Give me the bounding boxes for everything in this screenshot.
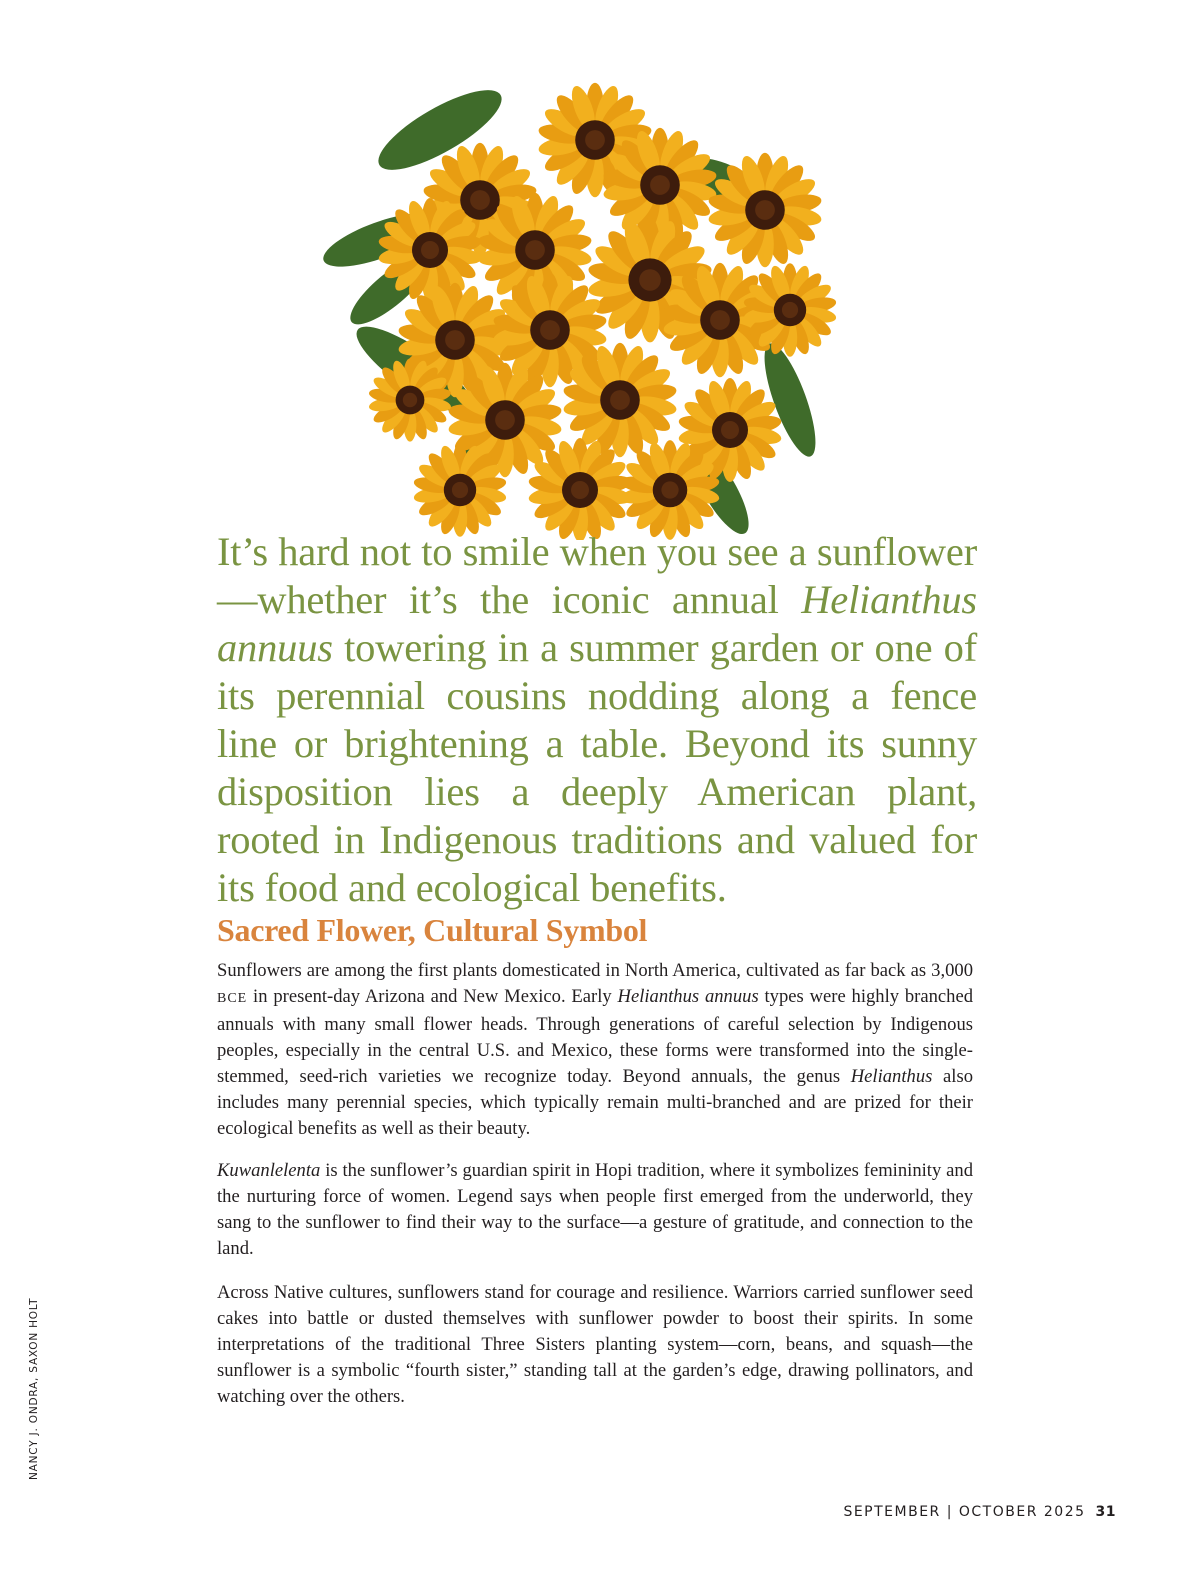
intro-deck: It’s hard not to smile when you see a sunflower—whether it’s the iconic annual Helianthus annuus towering in a summer garden or one of its perennial cousins nodding along a fence line or brightening a table. Beyond its sunny disposition lies a deeply American plant, rooted in Indigenous traditions and valued for its food and ecological benefits. xyxy=(217,529,977,910)
body-paragraph-2: Kuwanlelenta is the sunflower’s guardian spirit in Hopi tradition, where it symbolizes femininity and the nurturing force of women. Legend says when people first emerged from the underworld, they sang to the sunflower to find their way to the surface—a gesture of gratitude, and connection to the land. xyxy=(217,1160,973,1259)
page-footer xyxy=(843,1504,1116,1520)
body-paragraph-1: Sunflowers are among the first plants domesticated in North America, cultivated as far back as 3,000 BCE in present-day Arizona and New Mexico. Early Helianthus annuus types were highly branched annuals with many small flower heads. Through generations of careful selection by Indigenous peoples, especially in the central U.S. and Mexico, these forms were transformed into the single-stemmed, seed-rich varieties we recognize today. Beyond annuals, the genus Helianthus also includes many perennial species, which typically remain multi-branched and are prized for their ecological benefits as well as their beauty. xyxy=(217,960,973,1139)
photo-credit: NANCY J. ONDRA, SAXON HOLT xyxy=(28,1297,40,1480)
sunflower-bouquet-photo xyxy=(320,70,860,540)
section-heading: Sacred Flower, Cultural Symbol xyxy=(217,912,648,948)
page-number: 31 xyxy=(1095,1504,1116,1520)
issue-date: SEPTEMBER | OCTOBER 2025 xyxy=(843,1504,1086,1520)
body-paragraph-3: Across Native cultures, sunflowers stand for courage and resilience. Warriors carried sunflower seed cakes into battle or dusted themselves with sunflower powder to boost their spirits. In some interpretations of the traditional Three Sisters planting system—corn, beans, and squash—the sunflower is a symbolic “fourth sister,” standing tall at the garden’s edge, drawing pollinators, and watching over the others. xyxy=(217,1282,973,1407)
